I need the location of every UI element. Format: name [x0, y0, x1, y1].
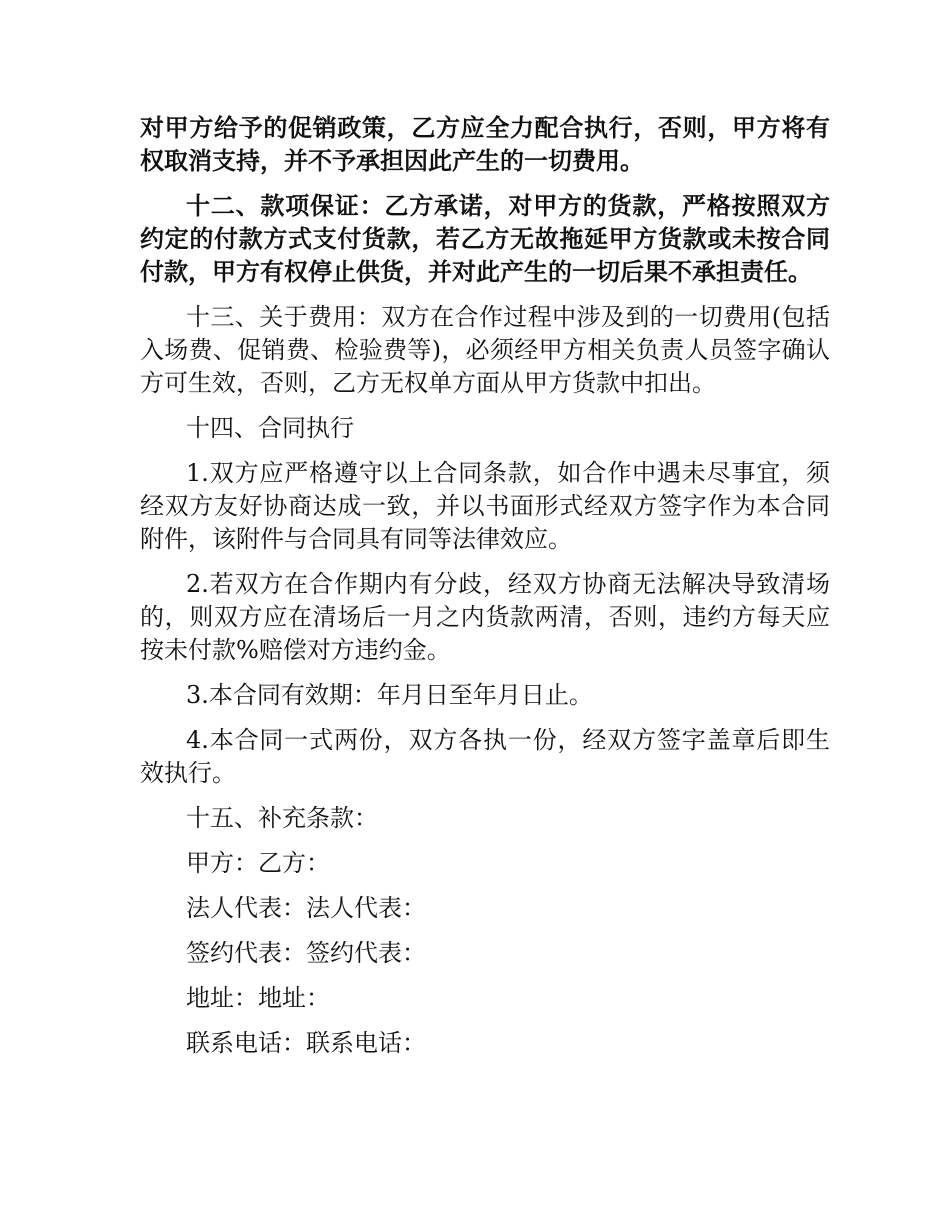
signature-line-signing-rep: 签约代表：签约代表： — [186, 939, 426, 967]
paragraph-promo-policy: 对甲方给予的促销政策，乙方应全力配合执行，否则，甲方将有权取消支持，并不予承担因此产生的一切费用。 — [140, 114, 830, 175]
paragraph-clause-13-fees: 十三、关于费用：双方在合作过程中涉及到的一切费用(包括入场费、促销费、检验费等)，必须经甲方相关负责人员签字确认方可生效，否则，乙方无权单方面从甲方货款中扣出。 — [140, 303, 830, 397]
heading-clause-14-execution: 十四、合同执行 — [186, 414, 354, 442]
paragraph-clause-14-item-2: 2.若双方在合作期内有分歧，经双方协商无法解决导致清场的，则双方应在清场后一月之内货款两清，否则，违约方每天应按未付款%赔偿对方违约金。 — [140, 570, 830, 664]
signature-line-party: 甲方：乙方： — [186, 849, 330, 877]
document-page — [140, 112, 830, 1072]
heading-clause-15-supplementary: 十五、补充条款： — [186, 804, 378, 832]
signature-line-phone: 联系电话：联系电话： — [186, 1029, 426, 1057]
signature-line-legal-rep: 法人代表：法人代表： — [186, 894, 426, 922]
paragraph-clause-12-payment-guarantee: 十二、款项保证：乙方承诺，对甲方的货款，严格按照双方约定的付款方式支付货款，若乙方无故拖延甲方货款或未按合同付款，甲方有权停止供货，并对此产生的一切后果不承担责任。 — [140, 192, 830, 286]
paragraph-clause-14-item-4: 4.本合同一式两份，双方各执一份，经双方签字盖章后即生效执行。 — [140, 726, 830, 787]
paragraph-clause-14-item-1: 1.双方应严格遵守以上合同条款，如合作中遇未尽事宜，须经双方友好协商达成一致，并以书面形式经双方签字作为本合同附件，该附件与合同具有同等法律效应。 — [140, 459, 830, 553]
paragraph-clause-14-item-3: 3.本合同有效期：年月日至年月日止。 — [186, 681, 593, 709]
signature-line-address: 地址：地址： — [186, 984, 330, 1012]
